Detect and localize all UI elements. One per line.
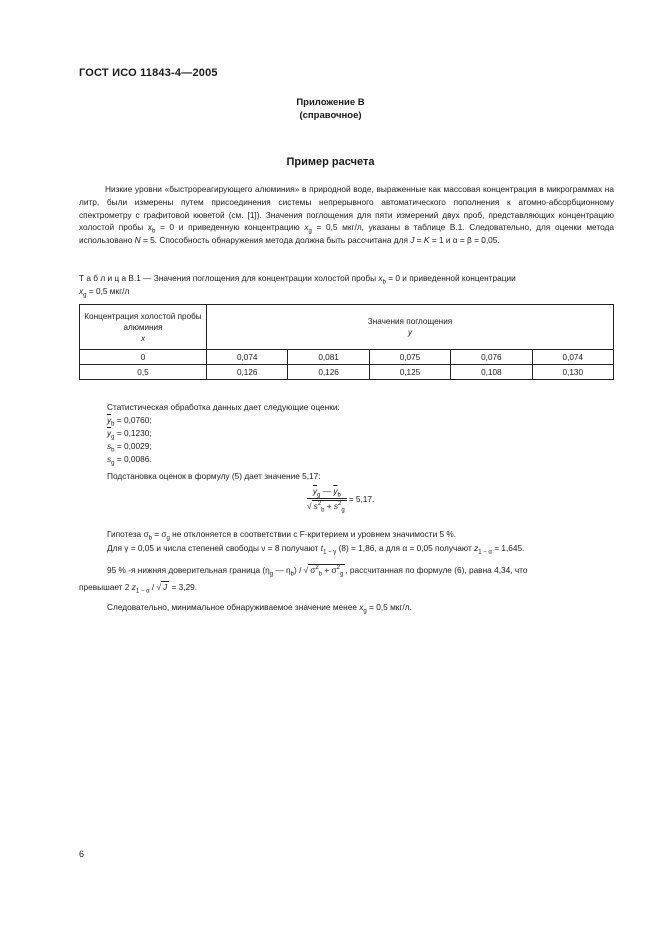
appendix-heading bbox=[0, 96, 661, 122]
stat-yb: $\overline{y}_b = 0,0760$; bbox=[107, 415, 152, 428]
stat-sg: $s_g = 0,0086$. bbox=[107, 454, 152, 467]
stat-sb: $s_b = 0,0029$; bbox=[107, 441, 152, 454]
page-number: 6 bbox=[79, 849, 85, 859]
appendix-title: Приложение В bbox=[296, 97, 365, 108]
intro-paragraph: Низкие уровни «быстрореагирующего алюминия» в природной воде, выраженные как массовая концентрация в микрограммах на литр, были измерены путем присоединения системы непрерывного автоматического пополнения к атомно-абсорбционному спектрометру с графитовой кюветой (см. [1]). Значения поглощения для пяти измерений двух проб, представляющих концентрацию холостой пробы $x_b = 0$ и приведенную концентрацию $x_g = 0,5$ мкг/л, указаны в таблице В.1. Следовательно, для оценки метода использовано N = 5. Способность обнаружения метода должна быть рассчитана для J = K = 1 и α = β = 0,05. bbox=[79, 184, 614, 246]
stats-intro: Статистическая обработка данных дает следующие оценки: bbox=[107, 402, 340, 412]
formula-denominator: √ $s^2_b + s^2_g$ bbox=[307, 501, 345, 514]
conclusion-line: Следовательно, минимальное обнаруживаемое значение менее $x_g = 0,5$ мкг/л. bbox=[107, 602, 412, 615]
degrees-line: Для γ = 0,05 и числа степеней свободы ν = 8 получают $t_{1 - \gamma}$ (8) = 1,86, а для α = 0,05 получают $z_{1 - \alpha} = 1,645$. bbox=[107, 543, 525, 556]
table-row: 0,5 0,126 0,126 0,125 0,108 0,130 bbox=[80, 365, 614, 380]
absorbance-table bbox=[79, 304, 614, 380]
stat-yg: $\overline{y}_g = 0,1230$; bbox=[107, 428, 152, 441]
appendix-note: (справочное) bbox=[299, 110, 362, 121]
substitution-text: Подстановка оценок в формулу (5) дает значение 5,17: bbox=[107, 471, 321, 481]
formula-numerator: $\overline{y}_g$ — $\overline{y}_b$ bbox=[307, 486, 347, 499]
formula-fraction: $\frac{\overline{y}_g — \overline{y}_b}{√ s^2_b + s^2_g}$ = 5,17. bbox=[307, 486, 375, 514]
table-header-y: Значения поглощения y bbox=[207, 305, 614, 350]
table-header-x: Концентрация холостой пробы алюминия x bbox=[80, 305, 207, 350]
section-title: Пример расчета bbox=[286, 156, 375, 168]
confidence-line: 95 % -я нижняя доверительная граница ($\eta_g$ — $\eta_b$) / √ $\sigma^2_b + \sigma^2_g$ , рассчитанная по формуле (6), равна 4,34, что bbox=[107, 565, 528, 578]
confidence-line-2: превышает 2 $z_{1 - \alpha}$ / √ J = 3,29. bbox=[79, 582, 198, 595]
document-header: ГОСТ ИСО 11843-4—2005 bbox=[79, 67, 218, 79]
hypothesis-line: Гипотеза $\sigma_b = \sigma_g$ не отклоняется в соответствии с F-критерием и уровнем значимости 5 %. bbox=[107, 529, 457, 542]
table-row: 0 0,074 0,081 0,075 0,076 0,074 bbox=[80, 350, 614, 365]
table-caption: Т а б л и ц а В.1 — Значения поглощения для концентрации холостой пробы $x_b = 0$ и приведенной концентрации $x_g = 0,5$ мкг/л bbox=[79, 273, 516, 299]
